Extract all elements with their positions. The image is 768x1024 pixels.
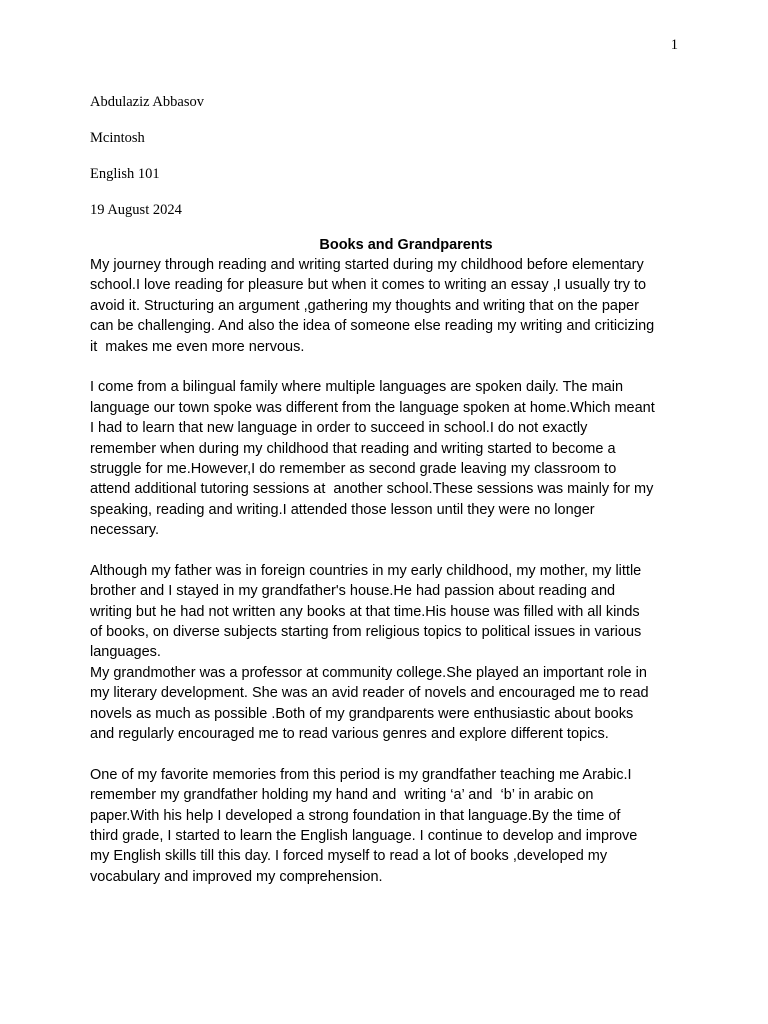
text-line: paper.With his help I developed a strong foundation in that language.By the time of <box>90 807 621 824</box>
instructor-name: Mcintosh <box>90 130 145 146</box>
text-line: novels as much as possible .Both of my grandparents were enthusiastic about books <box>90 705 634 722</box>
author-name: Abdulaziz Abbasov <box>90 94 204 110</box>
text-line: school.I love reading for pleasure but when it comes to writing an essay ,I usually try to <box>90 277 647 294</box>
text-line: speaking, reading and writing.I attended those lesson until they were no longer <box>90 501 595 518</box>
text-line: I had to learn that new language in order to succeed in school.I do not exactly <box>90 420 588 437</box>
text-line: languages. <box>90 644 161 661</box>
text-line: I come from a bilingual family where multiple languages are spoken daily. The main <box>90 379 624 396</box>
text-line: avoid it. Structuring an argument ,gathering my thoughts and writing that on the paper <box>90 297 639 314</box>
paragraph-1 <box>90 255 682 357</box>
paragraph-5 <box>90 765 682 887</box>
text-line: remember when during my childhood that reading and writing started to become a <box>90 440 616 457</box>
text-line: can be challenging. And also the idea of someone else reading my writing and criticizing <box>90 318 655 335</box>
text-line: Although my father was in foreign countries in my early childhood, my mother, my little <box>90 562 642 579</box>
mla-heading <box>90 93 680 237</box>
text-line: my English skills till this day. I forced myself to read a lot of books ,developed my <box>90 848 608 865</box>
course-name: English 101 <box>90 166 160 182</box>
text-line: My grandmother was a professor at community college.She played an important role in <box>90 664 647 681</box>
essay-title: Books and Grandparents <box>319 237 493 253</box>
text-line: it makes me even more nervous. <box>90 338 305 355</box>
text-line: brother and I stayed in my grandfather's house.He had passion about reading and <box>90 583 616 600</box>
text-line: My journey through reading and writing started during my childhood before elementary <box>90 257 644 273</box>
text-line: One of my favorite memories from this period is my grandfather teaching me Arabic.I <box>90 766 632 783</box>
text-line: struggle for me.However,I do remember as second grade leaving my classroom to <box>90 460 617 477</box>
paragraph-2 <box>90 377 682 540</box>
paragraph-4 <box>90 663 682 745</box>
text-line: my literary development. She was an avid reader of novels and encouraged me to read <box>90 685 649 702</box>
text-line: remember my grandfather holding my hand and writing ‘a’ and ‘b’ in arabic on <box>90 787 594 804</box>
text-line: and regularly encouraged me to read various genres and explore different topics. <box>90 725 609 742</box>
essay-body <box>90 255 682 887</box>
text-line: writing but he had not written any books at that time.His house was filled with all kinds <box>90 603 640 620</box>
text-line: language our town spoke was different from the language spoken at home.Which meant <box>90 399 655 416</box>
text-line: necessary. <box>90 522 160 539</box>
text-line: of books, on diverse subjects starting from religious topics to political issues in various <box>90 624 642 641</box>
paragraph-3 <box>90 561 682 663</box>
text-line: third grade, I started to learn the English language. I continue to develop and improve <box>90 827 638 844</box>
text-line: attend additional tutoring sessions at another school.These sessions was mainly for my <box>90 481 654 498</box>
essay-date: 19 August 2024 <box>90 202 182 218</box>
text-line: vocabulary and improved my comprehension. <box>90 868 383 885</box>
page-number: 1 <box>670 37 678 53</box>
